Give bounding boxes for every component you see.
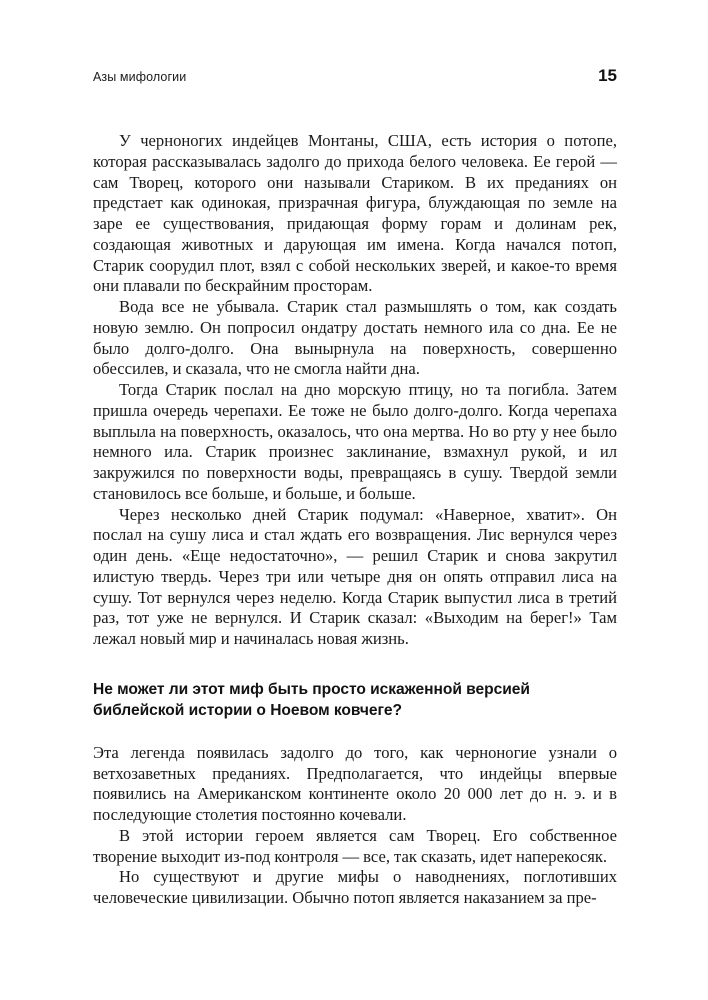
spacer bbox=[93, 650, 617, 679]
body-paragraph: Эта легенда появилась задолго до того, как черноногие узнали о ветхозаветных преданиях. Предполагается, что индейцы впервые появились на Американском континенте около 20 000 лет до н. э. и в последующие столетия постоянно кочевали. bbox=[93, 742, 617, 824]
body-paragraph: Вода все не убывала. Старик стал размышлять о том, как создать новую землю. Он попросил ондатру достать немного ила со дна. Ее не было долго-долго. Она вынырнула на поверхность, совершенно обессилев, и сказала, что не смогла найти дна. bbox=[93, 297, 617, 379]
section-heading: Не может ли этот миф быть просто искаженной версией библейской истории о Ноевом ковчеге? bbox=[93, 680, 530, 720]
page-number: 15 bbox=[598, 66, 617, 85]
running-head-title: Азы мифологии bbox=[93, 70, 187, 84]
body-paragraph: У черноногих индейцев Монтаны, США, есть история о потопе, которая рассказывалась задолго до прихода белого человека. Ее герой — сам Творец, которого они называли Стариком. В их преданиях он предстает как одинокая, призрачная фигура, блуждающая по земле на заре ее существования, придающая форму горам и долинам рек, создающая животных и дарующая им имена. Когда начался потоп, Старик соорудил плот, взял с собой нескольких зверей, и какое-то время они плавали по бескрайним просторам. bbox=[93, 131, 617, 296]
spacer bbox=[93, 722, 617, 743]
body-paragraph: Тогда Старик послал на дно морскую птицу, но та погибла. Затем пришла очередь черепахи. Ее тоже не было долго-долго. Когда черепаха выплыла на поверхность, оказалось, что она мертва. Но во рту у нее было немного ила. Старик произнес заклинание, взмахнул рукой, и ил закружился по поверхности воды, превращаясь в сушу. Твердой земли становилось все больше, и больше, и больше. bbox=[93, 380, 617, 503]
text-block bbox=[93, 131, 617, 909]
body-paragraph: В этой истории героем является сам Творец. Его собственное творение выходит из-под контроля — все, так сказать, идет наперекосяк. bbox=[93, 825, 617, 866]
running-head bbox=[93, 68, 617, 90]
body-paragraph: Через несколько дней Старик подумал: «Наверное, хватит». Он послал на сушу лиса и стал ждать его возвращения. Лис вернулся через один день. «Еще недостаточно», — решил Старик и снова закрутил илистую твердь. Через три или четыре дня он опять отправил лиса на сушу. Тот вернулся через неделю. Когда Старик выпустил лиса в третий раз, тот уже не вернулся. И Старик сказал: «Выходим на берег!» Там лежал новый мир и начиналась новая жизнь. bbox=[93, 504, 617, 648]
body-paragraph: Но существуют и другие мифы о наводнениях, поглотивших человеческие цивилизации. Обычно потоп является наказанием за пре- bbox=[93, 867, 617, 907]
